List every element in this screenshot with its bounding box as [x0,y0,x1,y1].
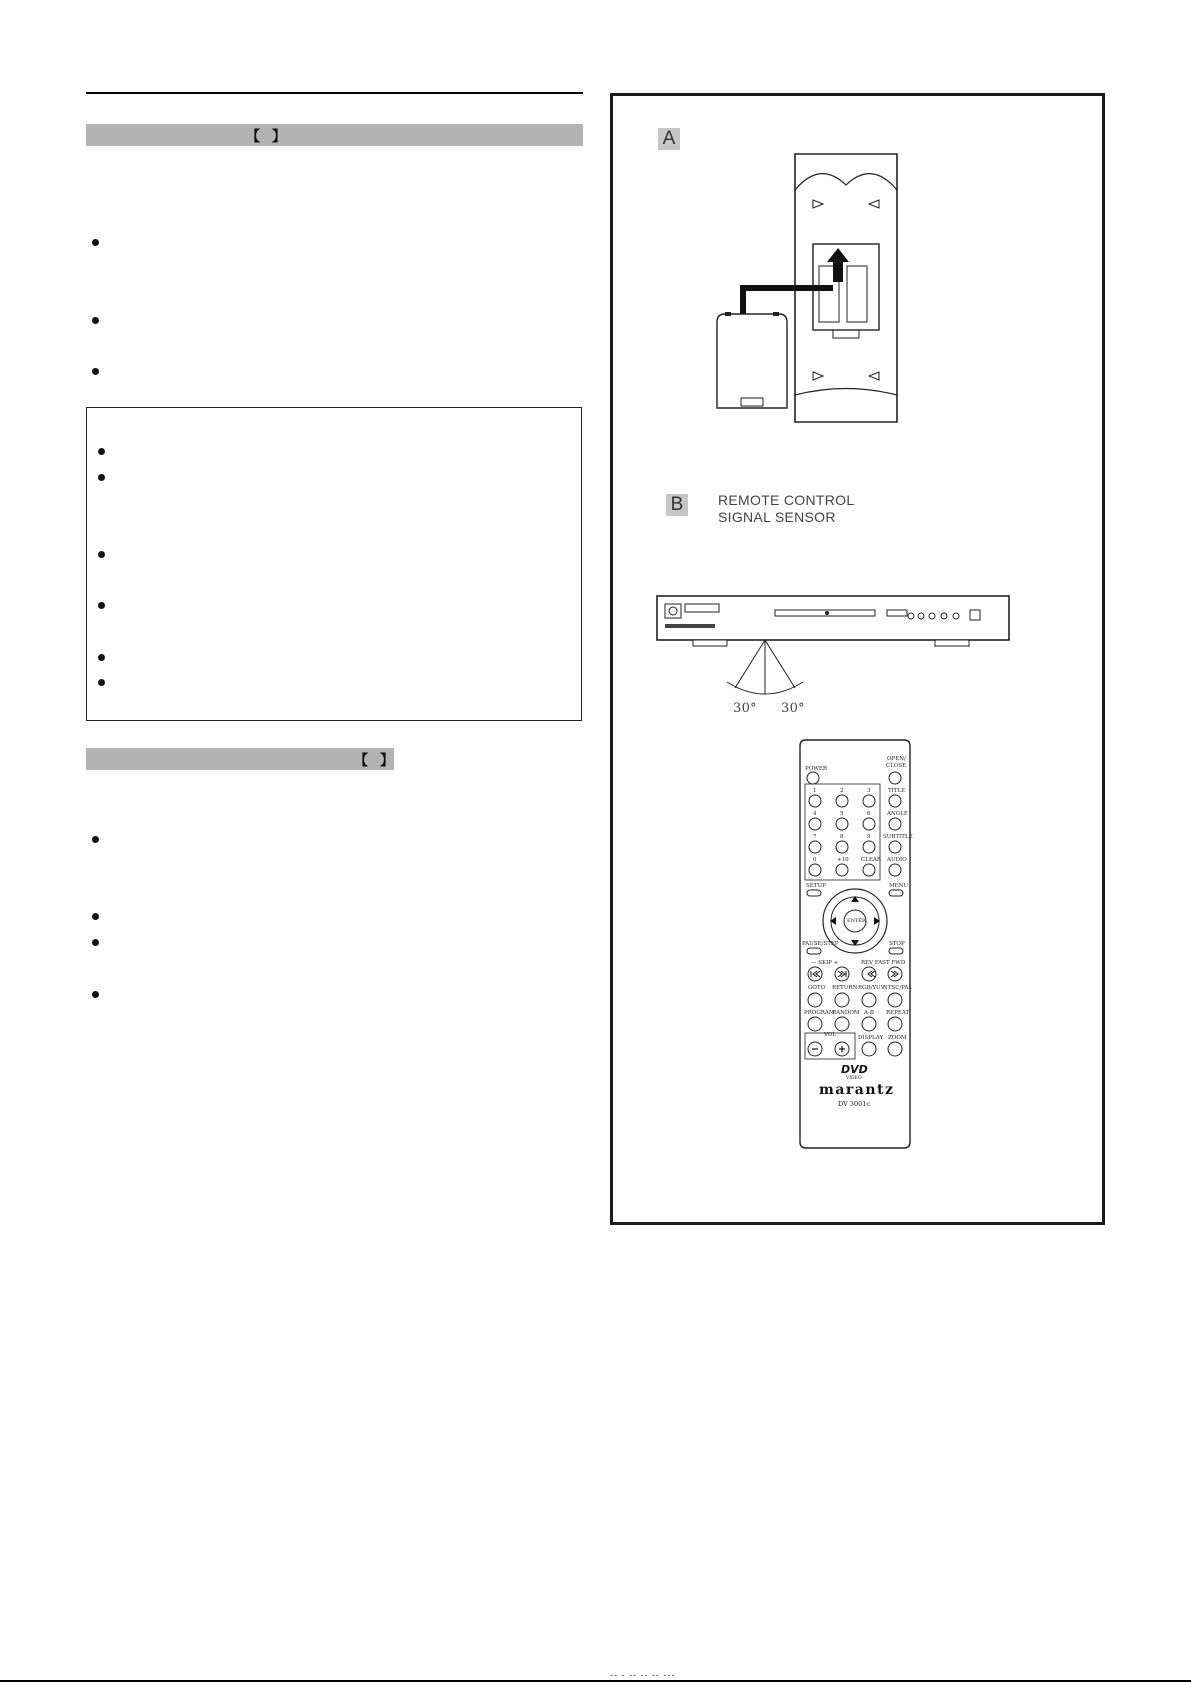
remote-stop-label: STOP [889,941,905,947]
remote-digit-9: 9 [867,834,871,840]
section-header-battery [86,124,583,146]
remote-plus10-label: +10 [837,857,849,863]
remote-return-label: RETURN [832,985,858,991]
dvd-logo: DVD [841,1063,868,1076]
caution-bullet-1 [98,448,105,455]
sensor-caption-line2: SIGNAL SENSOR [718,509,836,525]
remote-title-label: TITLE [888,788,906,794]
remote-skip-label: — SKIP + [811,960,839,966]
section-header-bracket: 【】 [354,753,406,769]
remote-digit-3: 3 [867,788,871,794]
remote-digit-7: 7 [813,834,817,840]
sensor-caption-line1: REMOTE CONTROL [718,492,855,508]
panel-a-label: A [658,128,680,150]
remote-zoom-label: ZOOM [888,1035,907,1041]
brand-logo: marantz [819,1082,895,1098]
remote-subtitle-label: SUBTITLE [883,834,913,840]
caution-bullet-4 [98,602,105,609]
remote-open-close-label-1: OPEN/ [887,756,906,762]
remote-ab-label: A-B [864,1010,874,1016]
bullet-1 [92,239,99,246]
caution-bullet-2 [98,474,105,481]
remote-enter-label: ENTER [847,918,866,924]
footer-text: -- - -- -- -- --- [610,1670,676,1680]
remote-menu-label: MENU [889,883,909,889]
remote-open-close-label-2: CLOSE [886,763,907,769]
dvd-video-mark: VIDEO [846,1076,862,1081]
bullet-5 [92,913,99,920]
remote-angle-label: ANGLE [887,811,908,817]
remote-labels [795,738,917,1152]
remote-digit-8: 8 [840,834,844,840]
remote-power-label: POWER [805,766,828,772]
remote-goto-label: GOTO [808,985,826,991]
remote-pause-step-label: PAUSE/STEP [802,941,839,947]
remote-digit-0: 0 [813,857,817,863]
model-label: DV 3001c [838,1100,871,1108]
caution-box [86,407,582,721]
remote-vol-label: VOL [824,1032,837,1038]
remote-digit-4: 4 [813,811,817,817]
bullet-7 [92,991,99,998]
section-header-operation [86,748,406,770]
remote-repeat-label: REPEAT [886,1010,910,1016]
remote-rev-fwd-label: REV FAST FWD [861,960,906,966]
angle-right-label: 30° [781,701,805,716]
remote-ntsc-pal-label: NTSC/PAL [883,985,913,991]
remote-setup-label: SETUP [806,883,826,889]
remote-digit-6: 6 [867,811,871,817]
remote-display-label: DISPLAY [858,1035,884,1041]
bullet-6 [92,939,99,946]
remote-battery-illustration [715,150,905,430]
remote-digit-2: 2 [840,788,844,794]
remote-rgb-label: RGB/YUV [858,985,885,991]
remote-digit-1: 1 [813,788,817,794]
angle-left-label: 30° [733,701,757,716]
remote-program-label: PROGRAM [804,1010,835,1016]
remote-random-label: RANDOM [832,1010,860,1016]
bottom-rule [0,1680,1191,1682]
bullet-2 [92,317,99,324]
remote-audio-label: AUDIO [887,857,907,863]
top-rule [86,92,583,94]
caution-bullet-5 [98,654,105,661]
panel-b-label: B [666,494,688,516]
caution-bullet-3 [98,551,105,558]
remote-digit-5: 5 [840,811,844,817]
section-header-bracket: 【】 [246,129,298,145]
bullet-3 [92,368,99,375]
caution-bullet-6 [98,679,105,686]
bullet-4 [92,836,99,843]
remote-clear-label: CLEAR [861,857,881,863]
dvd-player-illustration [655,590,1015,720]
